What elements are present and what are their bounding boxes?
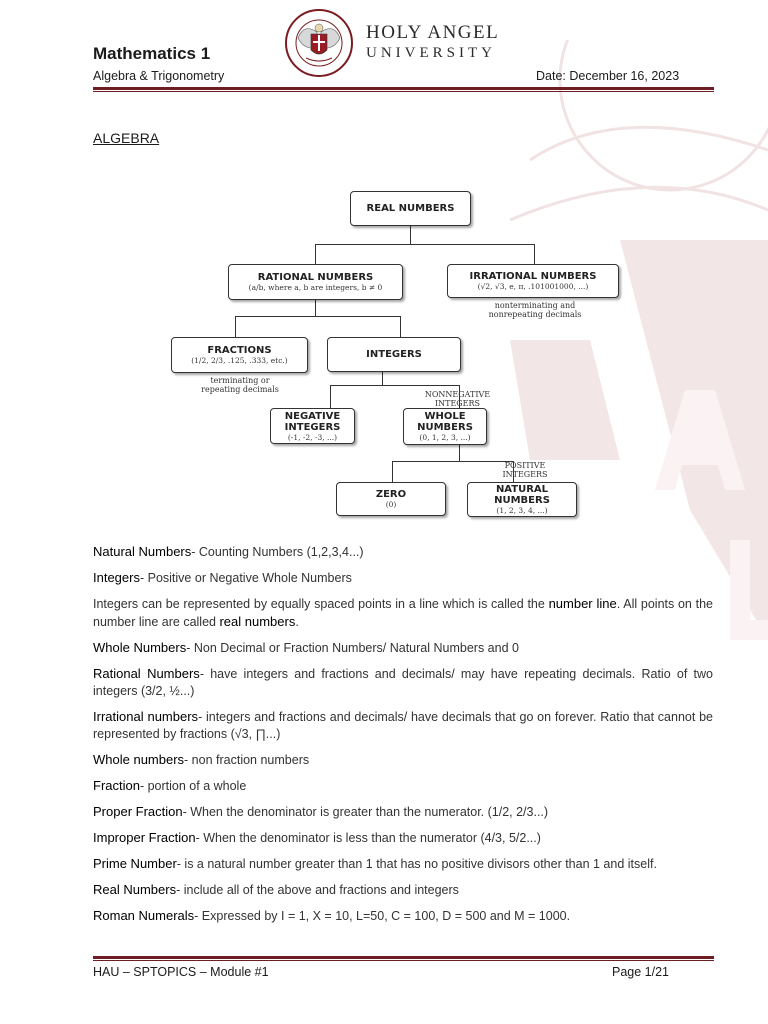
edge-rational-down [315,300,316,316]
course-subtitle: Algebra & Trigonometry [93,69,225,83]
node-title: REAL NUMBERS [366,203,455,214]
definition-term: Real Numbers [93,882,177,897]
definition-rational-numbers [93,665,713,700]
definition-natural-numbers [93,543,713,561]
definition-text: - Expressed by I = 1, X = 10, L=50, C = 100, D = 500 and M = 1000. [194,909,571,923]
definition-text: . All points on the number line are called [93,597,713,629]
definition-text: - Counting Numbers (1,2,3,4...) [191,545,364,559]
footer-page-number: Page 1/21 [612,965,669,979]
node-subtitle: (0) [385,500,397,509]
definition-whole-numbers-2 [93,751,713,769]
definition-term: Whole Numbers [93,640,187,655]
node-title: ZERO [375,489,407,500]
definition-text: - include all of the above and fractions and integers [176,883,459,897]
definition-fraction [93,777,713,795]
header-rule-thin [93,91,714,92]
node-title: IRRATIONAL NUMBERS [469,271,597,282]
definition-term: Rational Numbers [93,666,200,681]
definition-term: Natural Numbers [93,544,192,559]
university-seal-icon [284,8,354,78]
node-title: INTEGERS [366,349,422,360]
edge-real-down [410,225,411,245]
node-subtitle: (-1, -2, -3, ...) [287,432,338,442]
definition-text: Integers can be represented by equally spaced points in a line which is called the [93,597,549,611]
node-subtitle: (√2, √3, e, π, .101001000, ...) [477,282,589,291]
definition-term: Integers [93,570,140,585]
definition-text: - Non Decimal or Fraction Numbers/ Natural Numbers and 0 [186,641,519,655]
node-title: NATURAL NUMBERS [494,484,550,506]
edge-to-rational [315,244,316,264]
definition-proper-fraction [93,803,713,821]
node-title: FRACTIONS [207,345,272,356]
node-whole-numbers [403,408,487,445]
definition-term: number line [548,596,617,611]
node-subtitle: (1, 2, 3, 4, ...) [496,506,548,515]
definition-term: Improper Fraction [93,830,196,845]
node-rational-numbers [228,264,403,300]
node-title: NEGATIVE INTEGERS [284,410,341,433]
definition-irrational-numbers [93,708,713,743]
edge-real-bar [315,244,535,245]
university-name-line1: HOLY ANGEL [366,22,500,43]
edge-to-integers [400,316,401,337]
definition-term: Roman Numerals [93,908,195,923]
university-name-line2: UNIVERSITY [366,45,496,61]
node-subtitle: (0, 1, 2, 3, ...) [419,433,471,442]
node-real-numbers [350,191,471,226]
node-integers [327,337,461,372]
footer-rule [93,956,714,959]
definition-text: - When the denominator is less than the numerator (4/3, 5/2...) [195,831,541,845]
definition-text: - portion of a whole [139,779,247,793]
note-whole: NONNEGATIVE INTEGERS [424,390,491,408]
node-irrational-numbers [447,264,619,298]
edge-to-irrational [534,244,535,264]
edge-integers-down [382,372,383,386]
definition-prime-number [93,855,713,873]
definition-improper-fraction [93,829,713,847]
section-heading: ALGEBRA [93,130,160,146]
definition-term: Prime Number [93,856,177,871]
edge-to-negative [330,385,331,408]
footer-module: HAU – SPTOPICS – Module #1 [93,965,269,979]
university-name [366,22,499,62]
definition-whole-numbers [93,639,713,657]
node-natural-numbers [467,482,577,517]
document-date: Date: December 16, 2023 [536,69,680,83]
definition-text: - is a natural number greater than 1 that has no positive divisors other than 1 and itself. [176,857,657,871]
definition-term: Whole numbers [93,752,185,767]
node-zero [336,482,446,516]
node-subtitle: (a/b, where a, b are integers, b ≠ 0 [248,283,383,292]
definition-roman-numerals [93,907,713,925]
definition-number-line [93,595,713,631]
node-subtitle: (1/2, 2/3, .125, .333, etc.) [191,356,288,365]
definition-integers [93,569,713,587]
edge-to-fractions [235,316,236,337]
definitions-list [93,543,713,933]
note-irrational: nonterminating and nonrepeating decimals [488,301,582,319]
definition-text: - Positive or Negative Whole Numbers [139,571,352,585]
definition-term: real numbers [219,614,296,629]
note-fractions: terminating or repeating decimals [201,376,279,394]
note-natural: POSITIVE INTEGERS [502,461,548,479]
definition-text: . [295,615,299,629]
node-fractions [171,337,308,373]
definition-text: - non fraction numbers [184,753,310,767]
definition-term: Fraction [93,778,140,793]
edge-rational-bar [235,316,401,317]
definition-text: - When the denominator is greater than the numerator. (1/2, 2/3...) [182,805,549,819]
edge-whole-down [459,445,460,461]
course-title: Mathematics 1 [93,44,211,63]
header-rule [93,87,714,90]
number-classification-diagram [160,185,630,520]
definition-text: - have integers and fractions and decimals/ may have repeating decimals. Ratio of two integers (3/2, ½...) [93,667,713,698]
footer-rule-thin [93,960,714,961]
definition-text: - integers and fractions and decimals/ have decimals that go on forever. Ratio that cannot be represented by fractions (√3, ∏...) [93,710,713,741]
definition-real-numbers [93,881,713,899]
node-title: RATIONAL NUMBERS [257,272,374,283]
edge-to-zero [392,461,393,482]
definition-term: Irrational numbers [93,709,199,724]
node-title: WHOLE NUMBERS [417,411,473,433]
definition-term: Proper Fraction [93,804,183,819]
node-negative-integers [270,408,355,444]
edge-integers-bar [330,385,460,386]
